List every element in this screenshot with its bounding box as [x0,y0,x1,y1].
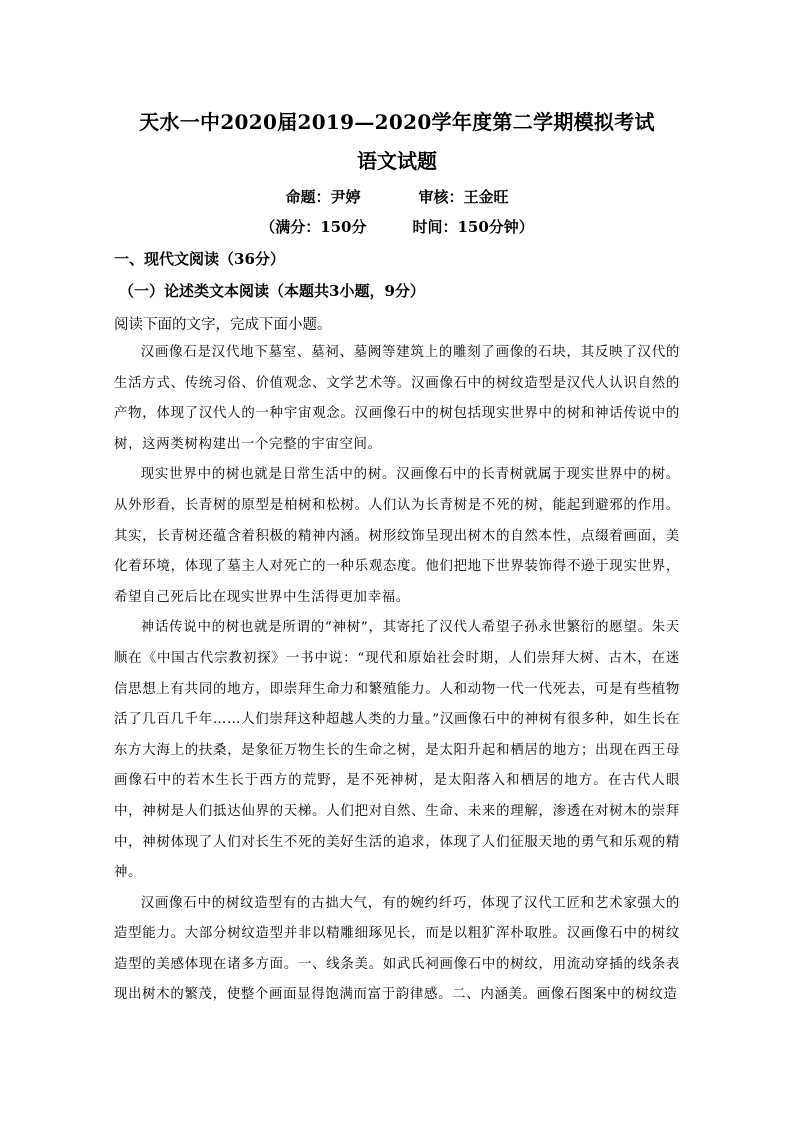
exam-title: 天水一中2020届2019—2020学年度第二学期模拟考试 [139,110,655,134]
passage-paragraph: 现实世界中的树也就是日常生活中的树。汉画像石中的长青树就属于现实世界中的树。从外形看，长青树的原型是柏树和松树。人们认为长青树是不死的树，能起到避邪的作用。其实，长青树还蕴含着积极的精神内涵。树形纹饰呈现出树木的自然本性，点缀着画面，美化着环境，体现了墓主人对死亡的一种乐观态度。他们把地下世界装饰得不逊于现实世界，希望自己死后比在现实世界中生活得更加幸福。 [114,467,680,605]
passage-paragraph: 神话传说中的树也就是所谓的“神树”，其寄托了汉代人希望子孙永世繁衍的愿望。朱天顺在《中国古代宗教初探》一书中说：“现代和原始社会时期，人们崇拜大树、古木，在迷信思想上有共同的地方，即崇拜生命力和繁殖能力。人和动物一代一代死去，可是有些植物活了几百几千年……人们崇拜这种超越人类的力量。”汉画像石中的神树有很多种，如生长在东方大海上的扶桑，是象征万物生长的生命之树，是太阳升起和栖居的地方；出现在西王母画像石中的若木生长于西方的荒野，是不死神树，是太阳落入和栖居的地方。在古代人眼中，神树是人们抵达仙界的天梯。人们把对自然、生命、未来的理解，渗透在对树木的崇拜中，神树体现了人们对长生不死的美好生活的追求，体现了人们征服天地的勇气和乐观的精神。 [114,620,680,881]
section-subheading: （一）论述类文本阅读（本题共3小题，9分） [119,282,425,300]
author-label: 命题：尹婷 [285,188,361,206]
section-heading: 一、现代文阅读（36分） [114,250,285,268]
passage-paragraph: 汉画像石中的树纹造型有的古拙大气，有的婉约纤巧，体现了汉代工匠和艺术家强大的造型能力。大部分树纹造型并非以精雕细琢见长，而是以粗犷浑朴取胜。汉画像石中的树纹造型的美感体现在诸多方面。一、线条美。如武氏祠画像石中的树纹，用流动穿插的线条表现出树木的繁茂，使整个画面显得饱满而富于韵律感。二、内涵美。画像石图案中的树纹造 [114,895,680,1003]
reading-instruction: 阅读下面的文字，完成下面小题。 [114,317,332,333]
reading-passage [114,338,680,1011]
exam-score-line [0,216,794,237]
exam-staff-line [0,186,794,207]
full-score: （满分：150分 [260,218,367,236]
time-limit: 时间：150分钟） [412,218,534,236]
reviewer-label: 审核：王金旺 [418,188,509,206]
exam-subtitle: 语文试题 [357,149,437,173]
passage-paragraph: 汉画像石是汉代地下墓室、墓祠、墓阙等建筑上的雕刻了画像的石块，其反映了汉代的生活方式、传统习俗、价值观念、文学艺术等。汉画像石中的树纹造型是汉代人认识自然的产物，体现了汉代人的一种宇宙观念。汉画像石中的树包括现实世界中的树和神话传说中的树，这两类树构建出一个完整的宇宙空间。 [114,345,680,452]
